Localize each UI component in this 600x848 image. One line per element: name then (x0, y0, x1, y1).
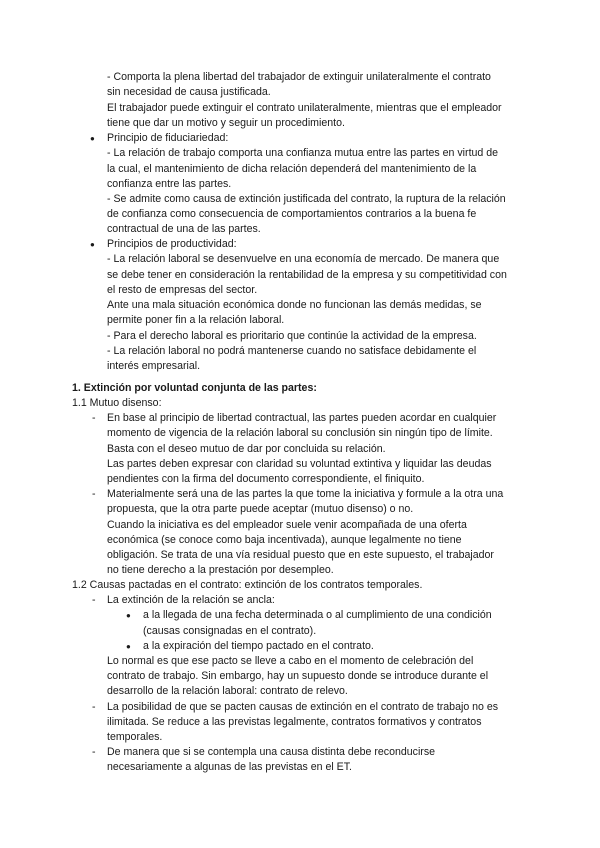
text-line: sin necesidad de causa justificada. (107, 86, 271, 98)
text-line: Ante una mala situación económica donde no funcionan las demás medidas, se (107, 299, 482, 311)
text-line: Principio de fiduciariedad: (107, 132, 229, 144)
text-line: permite poner fin a la relación laboral. (107, 314, 285, 326)
text-line: - La relación laboral no podrá mantenerse cuando no satisface debidamente el (107, 345, 477, 357)
text-line: obligación. Se trata de una vía residual puesto que en este supuesto, el trabajador (107, 549, 494, 561)
text-line: Principios de productividad: (107, 238, 237, 250)
text-line: económica (se conoce como baja incentivada), aunque legalmente no tiene (107, 534, 462, 546)
dash-marker: - (92, 746, 96, 758)
text-line: necesariamente a algunas de las previstas en el ET. (107, 761, 352, 773)
text-line: a la llegada de una fecha determinada o al cumplimiento de una condición (143, 609, 492, 621)
text-line: - Se admite como causa de extinción justificada del contrato, la ruptura de la relación (107, 193, 506, 205)
text-line: En base al principio de libertad contractual, las partes pueden acordar en cualquier (107, 412, 497, 424)
text-line: pendientes con la firma del documento correspondiente, el finiquito. (107, 473, 425, 485)
text-line: El trabajador puede extinguir el contrato unilateralmente, mientras que el empleador (107, 102, 502, 114)
dash-marker: - (92, 594, 96, 606)
text-line: no tiene derecho a la prestación por desempleo. (107, 564, 334, 576)
text-line: temporales. (107, 731, 163, 743)
bullet-icon: ● (126, 642, 131, 651)
section-heading: 1. Extinción por voluntad conjunta de las partes: (72, 382, 317, 394)
subsection-heading: 1.1 Mutuo disenso: (72, 397, 162, 409)
dash-marker: - (92, 488, 96, 500)
text-line: Materialmente será una de las partes la que tome la iniciativa y formule a la otra una (107, 488, 504, 500)
bullet-icon: ● (90, 240, 95, 249)
text-line: tiene que dar un motivo y seguir un procedimiento. (107, 117, 345, 129)
text-line: momento de vigencia de la relación laboral su conclusión sin ningún tipo de límite. (107, 427, 493, 439)
text-line: Lo normal es que ese pacto se lleve a cabo en el momento de celebración del (107, 655, 474, 667)
text-line: La posibilidad de que se pacten causas de extinción en el contrato de trabajo no es (107, 701, 499, 713)
text-line: (causas consignadas en el contrato). (143, 625, 317, 637)
dash-marker: - (92, 412, 96, 424)
text-line: - Comporta la plena libertad del trabajador de extinguir unilateralmente el contrato (107, 71, 491, 83)
text-line: contrato de trabajo. Sin embargo, hay un supuesto donde se introduce durante el (107, 670, 489, 682)
subsection-heading: 1.2 Causas pactadas en el contrato: extinción de los contratos temporales. (72, 579, 423, 591)
bullet-icon: ● (90, 134, 95, 143)
text-line: propuesta, que la otra parte puede aceptar (mutuo disenso) o no. (107, 503, 414, 515)
bullet-icon: ● (126, 611, 131, 620)
text-line: interés empresarial. (107, 360, 201, 372)
text-line: Las partes deben expresar con claridad su voluntad extintiva y liquidar las deudas (107, 458, 492, 470)
text-line: Cuando la iniciativa es del empleador suele venir acompañada de una oferta (107, 519, 467, 531)
text-line: se debe tener en consideración la rentabilidad de la empresa y su competitividad con (107, 269, 507, 281)
text-line: contractual de una de las partes. (107, 223, 261, 235)
text-line: La extinción de la relación se ancla: (107, 594, 275, 606)
text-line: - La relación de trabajo comporta una confianza mutua entre las partes en virtud de (107, 147, 499, 159)
text-line: confianza entre las partes. (107, 178, 232, 190)
text-line: Basta con el deseo mutuo de dar por concluida su relación. (107, 443, 386, 455)
text-line: ilimitada. Se reduce a las previstas legalmente, contratos formativos y contratos (107, 716, 482, 728)
dash-marker: - (92, 701, 96, 713)
text-line: la cual, el mantenimiento de dicha relación dependerá del mantenimiento de la (107, 163, 477, 175)
text-line: de confianza como consecuencia de comportamientos contrarios a la buena fe (107, 208, 477, 220)
text-line: De manera que si se contempla una causa distinta debe reconducirse (107, 746, 436, 758)
text-line: el resto de empresas del sector. (107, 284, 258, 296)
text-line: - La relación laboral se desenvuelve en una economía de mercado. De manera que (107, 253, 500, 265)
text-line: a la expiración del tiempo pactado en el contrato. (143, 640, 374, 652)
text-line: - Para el derecho laboral es prioritario que continúe la actividad de la empresa. (107, 330, 477, 342)
text-line: desarrollo de la relación laboral: contrato de relevo. (107, 685, 348, 697)
